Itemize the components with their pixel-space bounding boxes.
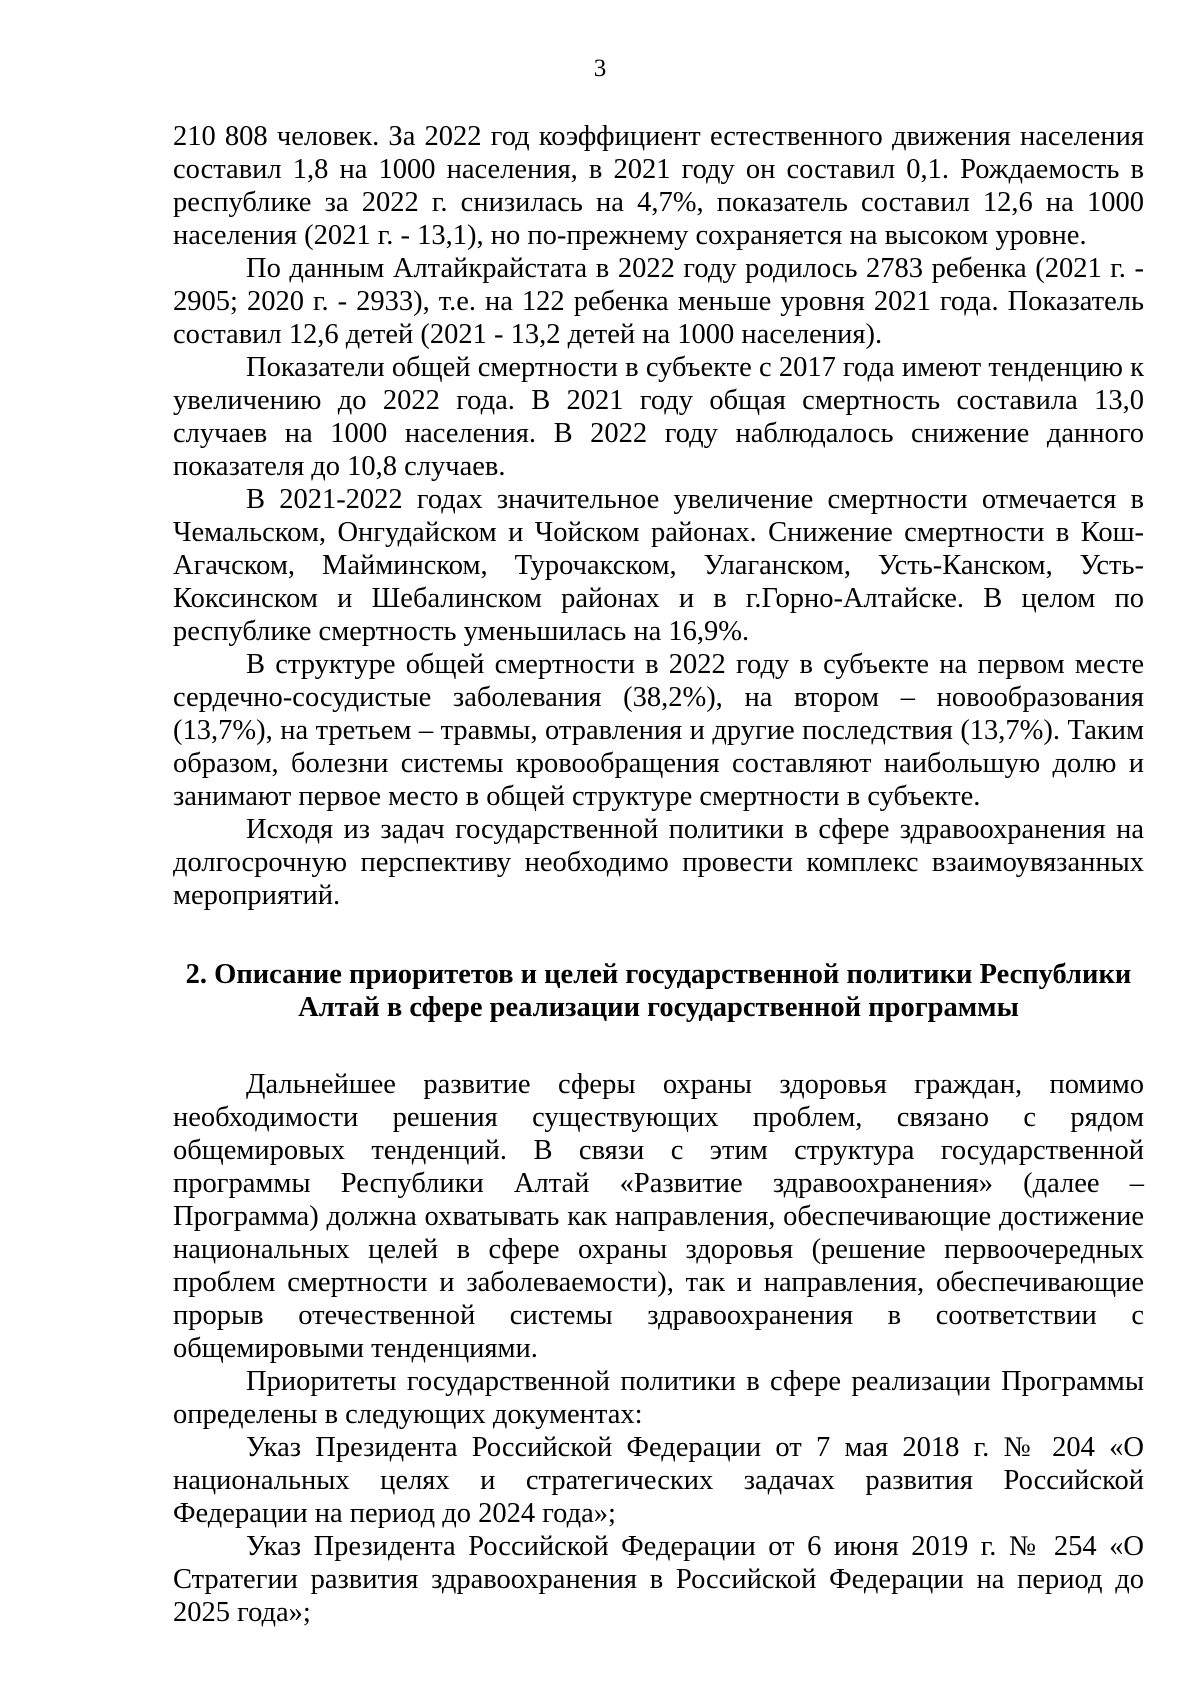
paragraph-mortality-trend: Показатели общей смертности в субъекте с 2017 года имеют тенденцию к увеличению до 2022 года. В 2021 году общая смертность составила 13,0 случаев на 1000 населения. В 2022 году наблюдалось снижение данного показателя до 10,8 случаев.	[173, 352, 1144, 482]
paragraph-birth-rate: По данным Алтайкрайстата в 2022 году родилось 2783 ребенка (2021 г. - 2905; 2020 г. - 2933), т.е. на 122 ребенка меньше уровня 2021 года. Показатель составил 12,6 детей (2021 - 13,2 детей на 1000 населения).	[173, 253, 1144, 350]
section-heading	[173, 958, 1144, 1024]
paragraph-mortality-by-district: В 2021-2022 годах значительное увеличение смертности отмечается в Чемальском, Онгудайском и Чойском районах. Снижение смертности в Кош-Агачском, Майминском, Турочакском, Улаганском, Усть-Канском, Усть-Коксинском и Шебалинском районах и в г.Горно-Алтайске. В целом по республике смертность уменьшилась на 16,9%.	[173, 484, 1144, 647]
paragraph-priorities-documents: Приоритеты государственной политики в сфере реализации Программы определены в следующих документах:	[173, 1366, 1144, 1430]
paragraph-program-structure: Дальнейшее развитие сферы охраны здоровья граждан, помимо необходимости решения существующих проблем, связано с рядом общемировых тенденций. В связи с этим структура государственной программы Республики Алтай «Развитие здравоохранения» (далее – Программа) должна охватывать как направления, обеспечивающие достижение национальных целей в сфере охраны здоровья (решение первоочередных проблем смертности и заболеваемости), так и направления, обеспечивающие прорыв отечественной системы здравоохранения в соответствии с общемировыми тенденциями.	[173, 1069, 1144, 1364]
document-body	[173, 120, 1144, 1629]
section-heading-line-1: 2. Описание приоритетов и целей государственной политики Республики	[185, 959, 1132, 990]
paragraph-population-statistics: 210 808 человек. За 2022 год коэффициент естественного движения населения составил 1,8 на 1000 населения, в 2021 году он составил 0,1. Рождаемость в республике за 2022 г. снизилась на 4,7%, показатель составил 12,6 на 1000 населения (2021 г. - 13,1), но по-прежнему сохраняется на высоком уровне.	[173, 121, 1144, 251]
paragraph-mortality-structure: В структуре общей смертности в 2022 году в субъекте на первом месте сердечно-сосудистые заболевания (38,2%), на втором – новообразования (13,7%), на третьем – травмы, отравления и другие последствия (13,7%). Таким образом, болезни системы кровообращения составляют наибольшую долю и занимают первое место в общей структуре смертности в субъекте.	[173, 649, 1144, 812]
paragraph-policy-objectives: Исходя из задач государственной политики в сфере здравоохранения на долгосрочную перспективу необходимо провести комплекс взаимоувязанных мероприятий.	[173, 814, 1144, 911]
paragraph-decree-204: Указ Президента Российской Федерации от 7 мая 2018 г. № 204 «О национальных целях и стратегических задачах развития Российской Федерации на период до 2024 года»;	[173, 1432, 1144, 1529]
section-heading-line-2: Алтай в сфере реализации государственной программы	[298, 992, 1019, 1023]
paragraph-decree-254: Указ Президента Российской Федерации от 6 июня 2019 г. № 254 «О Стратегии развития здравоохранения в Российской Федерации на период до 2025 года»;	[173, 1531, 1144, 1628]
page-number: 3	[593, 55, 607, 82]
